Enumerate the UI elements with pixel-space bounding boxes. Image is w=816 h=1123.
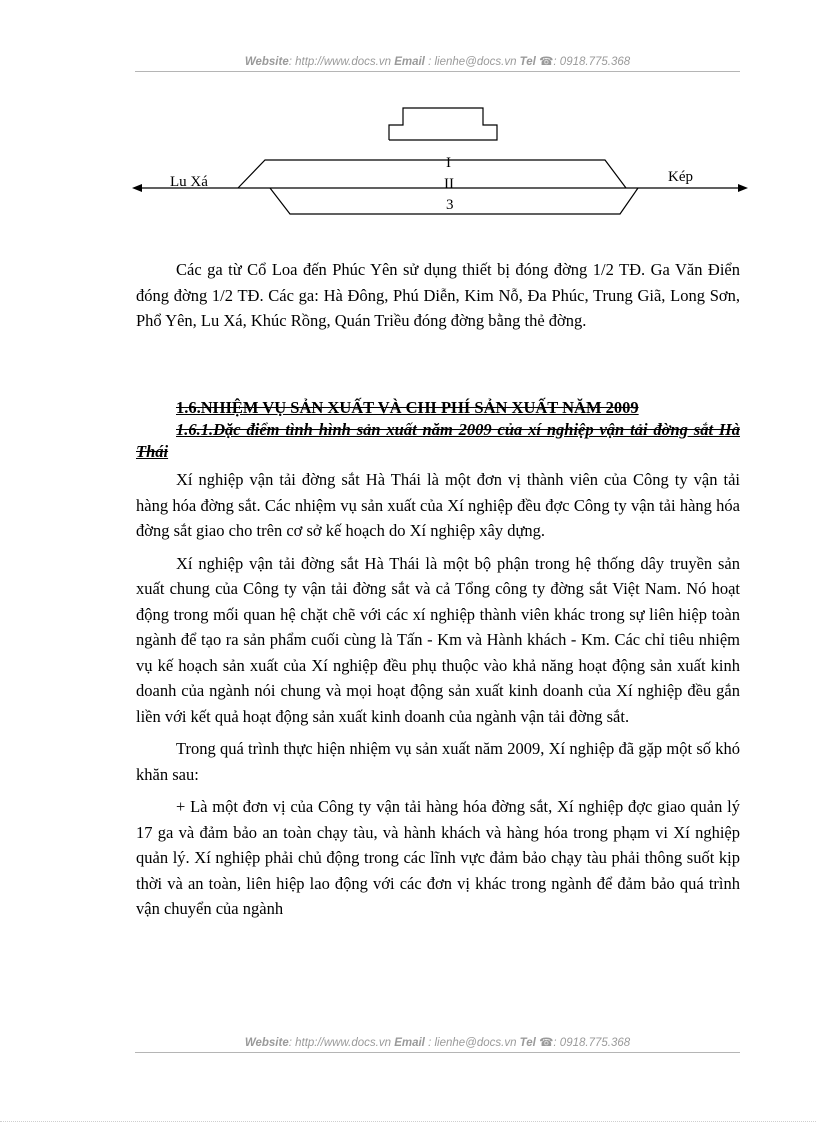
paragraph-signaling: Các ga từ Cổ Loa đến Phúc Yên sử dụng thiết bị đóng đờng 1/2 TĐ. Ga Văn Điển đóng đờng 1/2 TĐ. Các ga: Hà Đông, Phú Diễn, Kim Nỗ, Đa Phúc, Trung Giã, Long Sơn, Phổ Yên, Lu Xá, Khúc Rồng, Quán Triều đóng đờng bằng thẻ đờng. (136, 260, 740, 330)
document-body (136, 257, 740, 341)
track-2-label: II (444, 176, 454, 192)
station-building (389, 108, 497, 140)
footer-tel-label: Tel (519, 1037, 536, 1049)
tel-label: Tel (519, 56, 536, 68)
subsection-heading: 1.6.1.Đặc điểm tình hình sản xuất năm 2009 của xí nghiệp vận tải đờng sắt Hà Thái (136, 420, 740, 461)
section-body (136, 397, 740, 929)
paragraph-unit-member: Xí nghiệp vận tải đờng sắt Hà Thái là một đơn vị thành viên của Công ty vận tải hàng hóa đờng sắt. Các nhiệm vụ sản xuất của Xí nghiệp đều đợc Công ty vận tải hàng hóa đờng sắt giao cho trên cơ sở kế hoạch do Xí nghiệp xây dựng. (136, 470, 740, 540)
footer-rule (135, 1052, 740, 1053)
phone-icon: ☎ (539, 56, 554, 68)
footer-email-value: : lienhe@docs.vn (428, 1037, 517, 1049)
station-track-diagram (120, 100, 760, 225)
left-station-label: Lu Xá (170, 174, 208, 190)
page-header (135, 54, 740, 72)
page-bottom-dotted-line (0, 1121, 816, 1122)
paragraph-difficulties: Trong quá trình thực hiện nhiệm vụ sản xuất năm 2009, Xí nghiệp đã gặp một số khó khăn sau: (136, 739, 740, 784)
page-footer (135, 1035, 740, 1053)
website-label: Website (244, 56, 289, 68)
paragraph-production-chain: Xí nghiệp vận tải đờng sắt Hà Thái là một bộ phận trong hệ thống dây truyền sản xuất chung của Công ty vận tải đờng sắt và cả Tổng công ty đờng sắt Việt Nam. Nó hoạt động trong mối quan hệ chặt chẽ với các xí nghiệp thành viên khác trong sự liên hiệp toàn ngành để tạo ra sản phẩm cuối cùng là Tấn - Km và Hành khách - Km. Các chỉ tiêu nhiệm vụ kế hoạch sản xuất của Xí nghiệp đều phụ thuộc vào khả năng hoạt động sản xuất kinh doanh của ngành nói chung và mọi hoạt động sản xuất kinh doanh của Xí nghiệp đều gắn liền với kết quả hoạt động sản xuất kinh doanh của ngành vận tải đờng sắt. (136, 553, 740, 726)
track-3-label: 3 (446, 197, 454, 213)
website-value: : http://www.docs.vn (288, 56, 391, 68)
track-1-label: I (446, 155, 451, 171)
track-1 (238, 160, 626, 188)
email-value: : lienhe@docs.vn (428, 56, 517, 68)
track-3 (270, 188, 638, 214)
footer-website-label: Website (244, 1037, 289, 1049)
tel-value: : 0918.775.368 (553, 56, 631, 68)
left-arrow (132, 184, 142, 192)
right-station-label: Kép (668, 169, 693, 185)
footer-website-value: : http://www.docs.vn (288, 1037, 391, 1049)
footer-tel-value: : 0918.775.368 (553, 1037, 631, 1049)
email-label: Email (394, 56, 425, 68)
paragraph-station-management: + Là một đơn vị của Công ty vận tải hàng hóa đờng sắt, Xí nghiệp đợc giao quản lý 17 ga và đảm bảo an toàn chạy tàu, và hành khách và hàng hóa trong phạm vi Xí nghiệp quản lý. Xí nghiệp phải chủ động trong các lĩnh vực đảm bảo chạy tàu phải thông suốt kịp thời và an toàn, liên hiệp lao động với các đơn vị khác trong ngành để đảm bảo quá trình vận chuyển của ngành (136, 797, 740, 918)
right-arrow (738, 184, 748, 192)
phone-icon: ☎ (539, 1037, 554, 1049)
section-heading: 1.6.NHIỆM VỤ SẢN XUẤT VÀ CHI PHÍ SẢN XUẤT NĂM 2009 (176, 398, 639, 417)
footer-email-label: Email (394, 1037, 425, 1049)
header-rule (135, 71, 740, 72)
